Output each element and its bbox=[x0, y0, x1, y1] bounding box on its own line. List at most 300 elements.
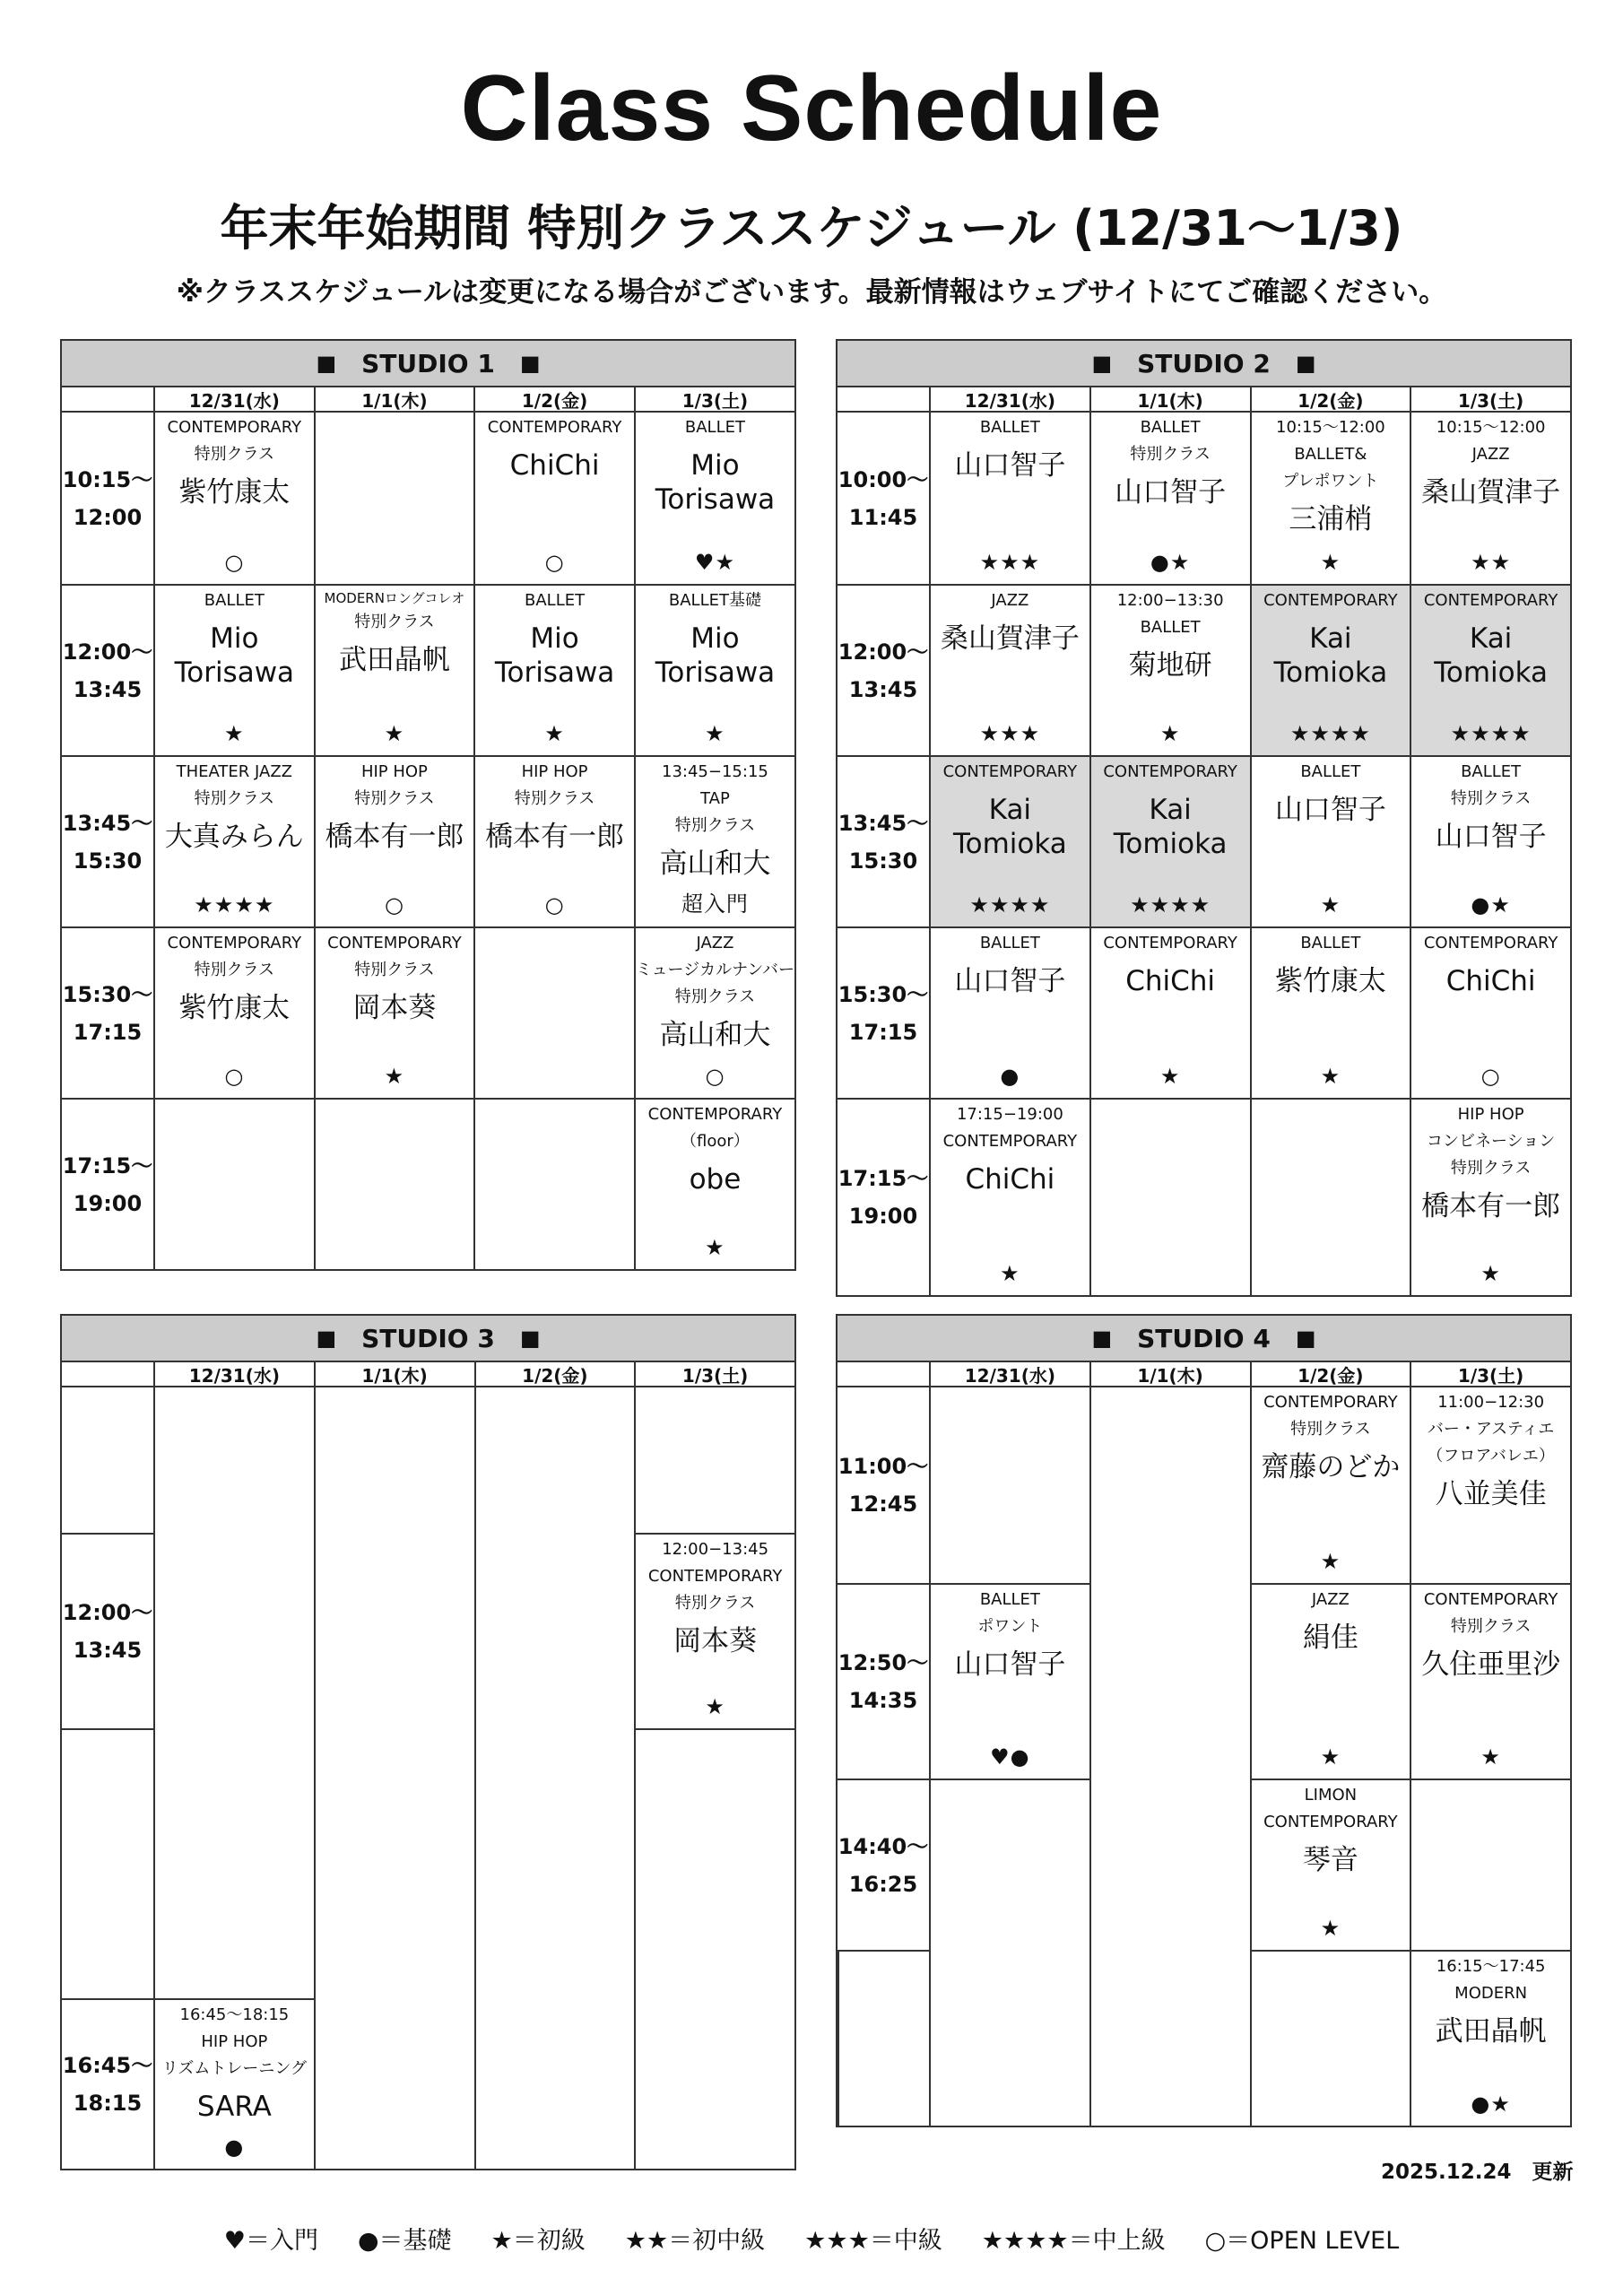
class-label: 特別クラス bbox=[674, 816, 756, 835]
class-cell bbox=[153, 413, 314, 584]
empty-cell bbox=[634, 1387, 794, 1533]
studio-name: STUDIO 4 bbox=[1137, 1323, 1271, 1353]
level-mark: ★ bbox=[705, 1235, 725, 1260]
class-cell bbox=[1250, 584, 1410, 755]
instructor-name-line: Tomioka bbox=[1273, 657, 1388, 689]
class-label: 12:00−13:30 bbox=[1116, 591, 1224, 610]
instructor-name bbox=[352, 991, 436, 1025]
studio-name: STUDIO 1 bbox=[361, 348, 495, 378]
class-label: 特別クラス bbox=[514, 789, 595, 808]
instructor-name-line: 紫竹康太 bbox=[1274, 965, 1386, 997]
day-header: 1/3(土) bbox=[1410, 387, 1570, 413]
instructor-name bbox=[659, 1018, 770, 1052]
class-label: 特別クラス bbox=[1450, 789, 1532, 808]
time-start: 12:50〜 bbox=[838, 1650, 929, 1675]
class-label: 特別クラス bbox=[1290, 1420, 1371, 1439]
square-icon: ■ bbox=[1295, 1326, 1316, 1351]
instructor-name-line: Torisawa bbox=[655, 657, 776, 689]
class-cell bbox=[1250, 926, 1410, 1098]
instructor-name-line: 橋本有一郎 bbox=[1421, 1190, 1561, 1222]
empty-cell bbox=[1089, 1098, 1250, 1295]
instructor-name bbox=[175, 622, 295, 690]
class-label: 16:45〜18:15 bbox=[179, 2005, 290, 2024]
level-mark: ●★ bbox=[1471, 2092, 1511, 2117]
instructor-name bbox=[1275, 964, 1386, 998]
instructor-name bbox=[1436, 2014, 1547, 2048]
class-cell bbox=[1410, 584, 1570, 755]
class-cell bbox=[314, 926, 474, 1098]
class-label: BALLET bbox=[1461, 762, 1522, 781]
class-label: JAZZ bbox=[696, 934, 734, 952]
class-label: CONTEMPORARY bbox=[1103, 762, 1237, 781]
time-slot bbox=[62, 755, 153, 926]
instructor-name-line: 橋本有一郎 bbox=[325, 821, 464, 853]
page-title: Class Schedule bbox=[460, 57, 1163, 161]
class-label: 10:15〜12:00 bbox=[1436, 418, 1546, 437]
instructor-name-line: Kai bbox=[1149, 794, 1192, 826]
square-icon: ■ bbox=[1091, 351, 1113, 376]
level-mark: ● bbox=[1000, 1064, 1020, 1089]
time-slot bbox=[838, 413, 929, 584]
time-slot bbox=[62, 1998, 153, 2169]
schedule-grid bbox=[838, 1362, 1570, 2126]
class-label: 17:15−19:00 bbox=[956, 1105, 1063, 1124]
class-label: 特別クラス bbox=[674, 987, 756, 1006]
instructor-name-line: 橋本有一郎 bbox=[485, 821, 625, 853]
instructor-name-line: Tomioka bbox=[1434, 657, 1549, 689]
level-mark: ○ bbox=[1480, 1064, 1501, 1089]
class-label: 10:15〜12:00 bbox=[1276, 418, 1385, 437]
instructor-name-line: 八並美佳 bbox=[1435, 1478, 1547, 1510]
class-label: CONTEMPORARY bbox=[1263, 1813, 1398, 1831]
time-end: 16:25 bbox=[848, 1871, 918, 1897]
instructor-name bbox=[954, 1648, 1065, 1682]
instructor-name bbox=[965, 1162, 1055, 1196]
class-label: CONTEMPORARY bbox=[647, 1105, 783, 1124]
instructor-name bbox=[325, 820, 464, 854]
class-label: HIP HOP bbox=[201, 2032, 268, 2051]
day-header: 1/1(木) bbox=[1089, 1362, 1250, 1387]
day-header: 1/3(土) bbox=[1410, 1362, 1570, 1387]
class-cell bbox=[634, 926, 794, 1098]
instructor-name-line: 山口智子 bbox=[1115, 476, 1227, 509]
instructor-name bbox=[510, 448, 600, 483]
instructor-name-line: 山口智子 bbox=[954, 449, 1066, 482]
instructor-name-line: 岡本葵 bbox=[673, 1625, 758, 1657]
class-cell bbox=[634, 1098, 794, 1269]
class-cell bbox=[314, 584, 474, 755]
level-mark: ★ bbox=[1480, 1261, 1501, 1286]
instructor-name bbox=[339, 643, 450, 677]
time-end: 19:00 bbox=[848, 1204, 918, 1229]
class-label: CONTEMPORARY bbox=[647, 1567, 783, 1586]
class-label: CONTEMPORARY bbox=[1423, 1590, 1558, 1609]
studio-header bbox=[60, 339, 796, 387]
class-label: CONTEMPORARY bbox=[1263, 591, 1398, 610]
instructor-name-line: ChiChi bbox=[1445, 965, 1536, 997]
level-mark: ○ bbox=[705, 1064, 725, 1089]
level-mark: ●★ bbox=[1471, 892, 1511, 918]
instructor-name-line: 高山和大 bbox=[659, 848, 771, 880]
page-subtitle: 年末年始期間 特別クラススケジュール (12/31〜1/3) bbox=[220, 200, 1403, 257]
square-icon: ■ bbox=[519, 351, 541, 376]
day-header: 1/1(木) bbox=[314, 387, 474, 413]
instructor-name bbox=[659, 847, 770, 881]
level-mark: ○ bbox=[224, 550, 245, 575]
legend-item: ★★★★＝中上級 bbox=[981, 2227, 1166, 2255]
instructor-name-line: 高山和大 bbox=[659, 1019, 771, 1051]
class-label: 特別クラス bbox=[354, 613, 435, 631]
level-mark: ○ bbox=[384, 892, 404, 918]
instructor-name-line: Kai bbox=[988, 794, 1032, 826]
instructor-name bbox=[1275, 793, 1386, 827]
class-label: HIP HOP bbox=[1457, 1105, 1524, 1124]
class-cell bbox=[929, 584, 1089, 755]
time-start: 16:45〜 bbox=[62, 2053, 153, 2078]
schedule-grid bbox=[62, 387, 794, 1269]
empty-cell bbox=[474, 1387, 635, 2169]
square-icon: ■ bbox=[1295, 351, 1316, 376]
instructor-name-line: Mio bbox=[210, 622, 259, 655]
class-cell bbox=[153, 926, 314, 1098]
time-slot bbox=[838, 1387, 929, 1583]
time-start: 10:00〜 bbox=[838, 466, 929, 492]
studio-4-table bbox=[836, 1314, 1572, 2127]
time-slot bbox=[838, 584, 929, 755]
class-cell bbox=[1250, 1387, 1410, 1583]
class-label: JAZZ bbox=[1471, 445, 1510, 464]
level-mark: ● bbox=[224, 2135, 245, 2160]
class-cell bbox=[314, 755, 474, 926]
day-header: 1/2(金) bbox=[1250, 1362, 1410, 1387]
day-header: 1/3(土) bbox=[634, 1362, 794, 1387]
schedule-grid bbox=[62, 1362, 794, 2169]
time-start: 17:15〜 bbox=[62, 1152, 153, 1178]
class-label: CONTEMPORARY bbox=[942, 1132, 1078, 1151]
instructor-name bbox=[673, 1624, 757, 1658]
instructor-name bbox=[197, 2090, 272, 2124]
studio-name: STUDIO 2 bbox=[1137, 348, 1271, 378]
class-label: HIP HOP bbox=[521, 762, 588, 781]
class-cell bbox=[473, 413, 634, 584]
day-header: 12/31(水) bbox=[153, 387, 314, 413]
class-label: CONTEMPORARY bbox=[1423, 934, 1558, 952]
instructor-name-line: Tomioka bbox=[1113, 828, 1228, 860]
class-cell bbox=[1250, 413, 1410, 584]
instructor-name bbox=[1273, 622, 1387, 690]
class-label: TAP bbox=[700, 789, 730, 808]
level-mark: ★ bbox=[1320, 1744, 1341, 1770]
class-label: 特別クラス bbox=[1450, 1159, 1532, 1178]
time-slot bbox=[838, 1583, 929, 1779]
studio-header bbox=[836, 339, 1572, 387]
class-cell bbox=[929, 1583, 1089, 1779]
instructor-name bbox=[1129, 648, 1212, 683]
level-mark: ★★★★ bbox=[1130, 892, 1211, 918]
class-label: MODERN bbox=[1454, 1984, 1528, 2003]
class-label: HIP HOP bbox=[360, 762, 428, 781]
class-cell bbox=[1250, 755, 1410, 926]
instructor-name-line: 山口智子 bbox=[1435, 821, 1547, 853]
instructor-name bbox=[1436, 820, 1547, 854]
instructor-name-line: Mio bbox=[690, 622, 740, 655]
class-label: CONTEMPORARY bbox=[1263, 1393, 1398, 1412]
instructor-name-line: Torisawa bbox=[655, 483, 776, 516]
time-slot bbox=[62, 926, 153, 1098]
level-mark: ●★ bbox=[1150, 550, 1191, 575]
empty-cell bbox=[634, 1728, 794, 2169]
time-start: 10:15〜 bbox=[62, 466, 153, 492]
empty-cell bbox=[153, 1098, 314, 1269]
class-label: ミュージカルナンバー bbox=[635, 961, 794, 979]
instructor-name bbox=[1303, 1621, 1358, 1655]
time-slot bbox=[62, 413, 153, 584]
level-mark: ★ bbox=[1320, 550, 1341, 575]
instructor-name bbox=[495, 622, 615, 690]
class-label: プレポワント bbox=[1282, 472, 1379, 491]
class-label: BALLET bbox=[525, 591, 586, 610]
class-label: 特別クラス bbox=[354, 961, 435, 979]
time-slot bbox=[62, 584, 153, 755]
time-start: 13:45〜 bbox=[62, 810, 153, 836]
time-slot bbox=[838, 926, 929, 1098]
time-end: 12:45 bbox=[848, 1492, 918, 1517]
day-header: 1/3(土) bbox=[634, 387, 794, 413]
instructor-name-line: 紫竹康太 bbox=[178, 992, 291, 1024]
level-mark: ★ bbox=[384, 721, 405, 746]
class-label: ポワント bbox=[977, 1617, 1043, 1636]
class-label: BALLET bbox=[1300, 762, 1361, 781]
time-end: 17:15 bbox=[848, 1019, 918, 1045]
class-label: CONTEMPORARY bbox=[1423, 591, 1558, 610]
level-mark: ★ bbox=[1159, 721, 1181, 746]
level-mark: ♥★ bbox=[694, 550, 735, 575]
class-label: BALLET bbox=[204, 591, 265, 610]
level-mark: ★ bbox=[1320, 1064, 1341, 1089]
class-cell bbox=[634, 413, 794, 584]
class-cell bbox=[929, 926, 1089, 1098]
class-cell bbox=[153, 584, 314, 755]
class-cell bbox=[1410, 413, 1570, 584]
class-cell bbox=[634, 755, 794, 926]
day-header: 1/2(金) bbox=[474, 1362, 635, 1387]
class-cell bbox=[153, 1998, 314, 2169]
instructor-name bbox=[953, 793, 1067, 861]
class-label: THEATER JAZZ bbox=[176, 762, 292, 781]
studio-1-table bbox=[60, 339, 796, 1271]
instructor-name bbox=[954, 448, 1065, 483]
class-label: MODERNロングコレオ bbox=[324, 590, 465, 606]
square-icon: ■ bbox=[1091, 1326, 1113, 1351]
level-mark: ★★★★ bbox=[969, 892, 1051, 918]
legend-item: ★★＝初中級 bbox=[624, 2227, 766, 2255]
instructor-name bbox=[485, 820, 624, 854]
class-label: （floor） bbox=[681, 1132, 750, 1151]
class-cell bbox=[929, 413, 1089, 584]
instructor-name-line: ChiChi bbox=[965, 1163, 1055, 1196]
class-label: 特別クラス bbox=[354, 789, 435, 808]
day-header-blank bbox=[62, 1362, 153, 1387]
studio-3-table bbox=[60, 1314, 796, 2170]
class-label: 13:45−15:15 bbox=[662, 762, 768, 781]
day-header: 1/1(木) bbox=[1089, 387, 1250, 413]
time-end: 15:30 bbox=[848, 848, 918, 874]
class-cell bbox=[1410, 755, 1570, 926]
level-mark: ★★★ bbox=[979, 550, 1041, 575]
level-mark: ★ bbox=[1320, 1916, 1341, 1941]
instructor-name-line: 齋藤のどか bbox=[1261, 1451, 1401, 1483]
instructor-name-line: Torisawa bbox=[494, 657, 615, 689]
level-mark: ★ bbox=[1320, 1549, 1341, 1574]
class-label: （フロアバレエ） bbox=[1427, 1447, 1555, 1465]
time-start: 17:15〜 bbox=[838, 1166, 929, 1191]
instructor-name bbox=[1303, 1843, 1358, 1877]
empty-cell bbox=[153, 1387, 314, 1998]
class-cell bbox=[1250, 1779, 1410, 1950]
updated-date: 2025.12.24 更新 bbox=[1381, 2161, 1574, 2184]
time-slot bbox=[838, 755, 929, 926]
instructor-name-line: 絹佳 bbox=[1302, 1622, 1358, 1654]
studio-header bbox=[836, 1314, 1572, 1362]
instructor-name-line: 武田晶帆 bbox=[1435, 2015, 1547, 2048]
schedule-grid bbox=[838, 387, 1570, 1295]
instructor-name-line: 岡本葵 bbox=[352, 992, 437, 1024]
schedule-note: ※クラススケジュールは変更になる場合がございます。最新情報はウェブサイトにてご確認ください。 bbox=[176, 276, 1447, 309]
time-start: 12:00〜 bbox=[838, 639, 929, 665]
level-mark: ○ bbox=[544, 892, 565, 918]
class-label: CONTEMPORARY bbox=[1103, 934, 1237, 952]
class-label: 11:00−12:30 bbox=[1437, 1393, 1545, 1412]
time-end: 18:15 bbox=[73, 2091, 143, 2116]
class-cell bbox=[1250, 1583, 1410, 1779]
instructor-name-line: Tomioka bbox=[952, 828, 1067, 860]
square-icon: ■ bbox=[316, 1326, 337, 1351]
instructor-name bbox=[165, 820, 304, 854]
class-cell bbox=[473, 584, 634, 755]
instructor-name bbox=[941, 622, 1080, 656]
instructor-name-line: 大真みらん bbox=[164, 821, 304, 853]
class-cell bbox=[1089, 584, 1250, 755]
instructor-name-line: 三浦梢 bbox=[1289, 503, 1373, 535]
class-label: 特別クラス bbox=[194, 789, 275, 808]
class-label: JAZZ bbox=[991, 591, 1029, 610]
legend-item: ★★★＝中級 bbox=[804, 2227, 942, 2255]
class-cell bbox=[1089, 755, 1250, 926]
empty-cell bbox=[1410, 1779, 1570, 1950]
class-cell bbox=[1410, 1950, 1570, 2126]
empty-cell bbox=[1250, 1950, 1410, 2126]
time-start: 14:40〜 bbox=[838, 1833, 929, 1859]
studio-header bbox=[60, 1314, 796, 1362]
class-label: 12:00−13:45 bbox=[662, 1540, 769, 1559]
level-mark: ★ bbox=[705, 721, 725, 746]
time-slot bbox=[838, 1779, 929, 1950]
instructor-name bbox=[1114, 793, 1228, 861]
instructor-name-line: obe bbox=[689, 1163, 742, 1196]
instructor-name bbox=[1115, 475, 1226, 509]
instructor-name bbox=[1125, 964, 1215, 998]
time-start: 12:00〜 bbox=[62, 639, 153, 665]
class-cell bbox=[1410, 1098, 1570, 1295]
time-slot bbox=[62, 1533, 153, 1728]
legend-item: ★＝初級 bbox=[490, 2227, 586, 2255]
level-mark: ★★★ bbox=[979, 721, 1041, 746]
instructor-name bbox=[954, 964, 1065, 998]
empty-cell bbox=[473, 1098, 634, 1269]
studio-2-table bbox=[836, 339, 1572, 1297]
day-header: 12/31(水) bbox=[153, 1362, 314, 1387]
empty-cell bbox=[838, 1950, 929, 2126]
class-label: 特別クラス bbox=[194, 445, 275, 464]
instructor-name-line: Mio bbox=[530, 622, 579, 655]
time-slot bbox=[62, 1098, 153, 1269]
empty-cell bbox=[473, 926, 634, 1098]
level-mark: ★ bbox=[224, 721, 245, 746]
time-start: 15:30〜 bbox=[62, 981, 153, 1007]
instructor-name-line: 武田晶帆 bbox=[338, 644, 450, 676]
class-cell bbox=[1410, 1583, 1570, 1779]
empty-cell bbox=[1089, 1387, 1250, 2126]
level-legend bbox=[0, 2221, 1623, 2256]
class-label: 特別クラス bbox=[1130, 445, 1211, 464]
class-label: 16:15〜17:45 bbox=[1436, 1957, 1546, 1976]
day-header: 12/31(水) bbox=[929, 387, 1089, 413]
time-end: 19:00 bbox=[73, 1190, 143, 1216]
instructor-name-line: 紫竹康太 bbox=[178, 476, 291, 509]
level-mark: ★ bbox=[384, 1064, 405, 1089]
class-cell bbox=[153, 755, 314, 926]
level-mark: ★★★★ bbox=[1289, 721, 1371, 746]
instructor-name-line: ChiChi bbox=[1125, 965, 1216, 997]
studio-name: STUDIO 3 bbox=[361, 1323, 495, 1353]
instructor-name-line: Kai bbox=[1469, 622, 1513, 655]
instructor-name-line: 桑山賀津子 bbox=[1421, 476, 1561, 509]
day-header-blank bbox=[838, 1362, 929, 1387]
empty-cell bbox=[929, 1779, 1089, 2126]
level-mark: 超入門 bbox=[681, 891, 749, 917]
time-end: 15:30 bbox=[73, 848, 143, 874]
legend-item: ●＝基礎 bbox=[357, 2227, 452, 2255]
class-label: CONTEMPORARY bbox=[327, 934, 462, 952]
class-label: JAZZ bbox=[1311, 1590, 1350, 1609]
instructor-name bbox=[1421, 1648, 1560, 1682]
instructor-name bbox=[655, 622, 776, 690]
level-mark: ○ bbox=[224, 1064, 245, 1089]
instructor-name-line: Kai bbox=[1309, 622, 1352, 655]
time-slot bbox=[838, 1098, 929, 1295]
time-end: 13:45 bbox=[73, 676, 143, 702]
day-header: 1/2(金) bbox=[1250, 387, 1410, 413]
class-label: 特別クラス bbox=[194, 961, 275, 979]
class-cell bbox=[1410, 1387, 1570, 1583]
time-start: 15:30〜 bbox=[838, 981, 929, 1007]
class-label: BALLET bbox=[1300, 934, 1361, 952]
time-start: 12:00〜 bbox=[62, 1600, 153, 1625]
class-cell bbox=[634, 584, 794, 755]
level-mark: ★ bbox=[1480, 1744, 1501, 1770]
instructor-name-line: ChiChi bbox=[509, 449, 600, 482]
class-label: BALLET bbox=[979, 1590, 1040, 1609]
class-label: 特別クラス bbox=[674, 1594, 756, 1613]
class-label: BALLET bbox=[684, 418, 745, 437]
instructor-name-line: 琴音 bbox=[1302, 1844, 1358, 1876]
day-header: 1/1(木) bbox=[314, 1362, 474, 1387]
class-label: BALLET bbox=[1140, 618, 1201, 637]
time-end: 13:45 bbox=[848, 676, 918, 702]
square-icon: ■ bbox=[519, 1326, 541, 1351]
time-start: 11:00〜 bbox=[838, 1454, 929, 1479]
class-label: BALLET& bbox=[1294, 445, 1367, 464]
